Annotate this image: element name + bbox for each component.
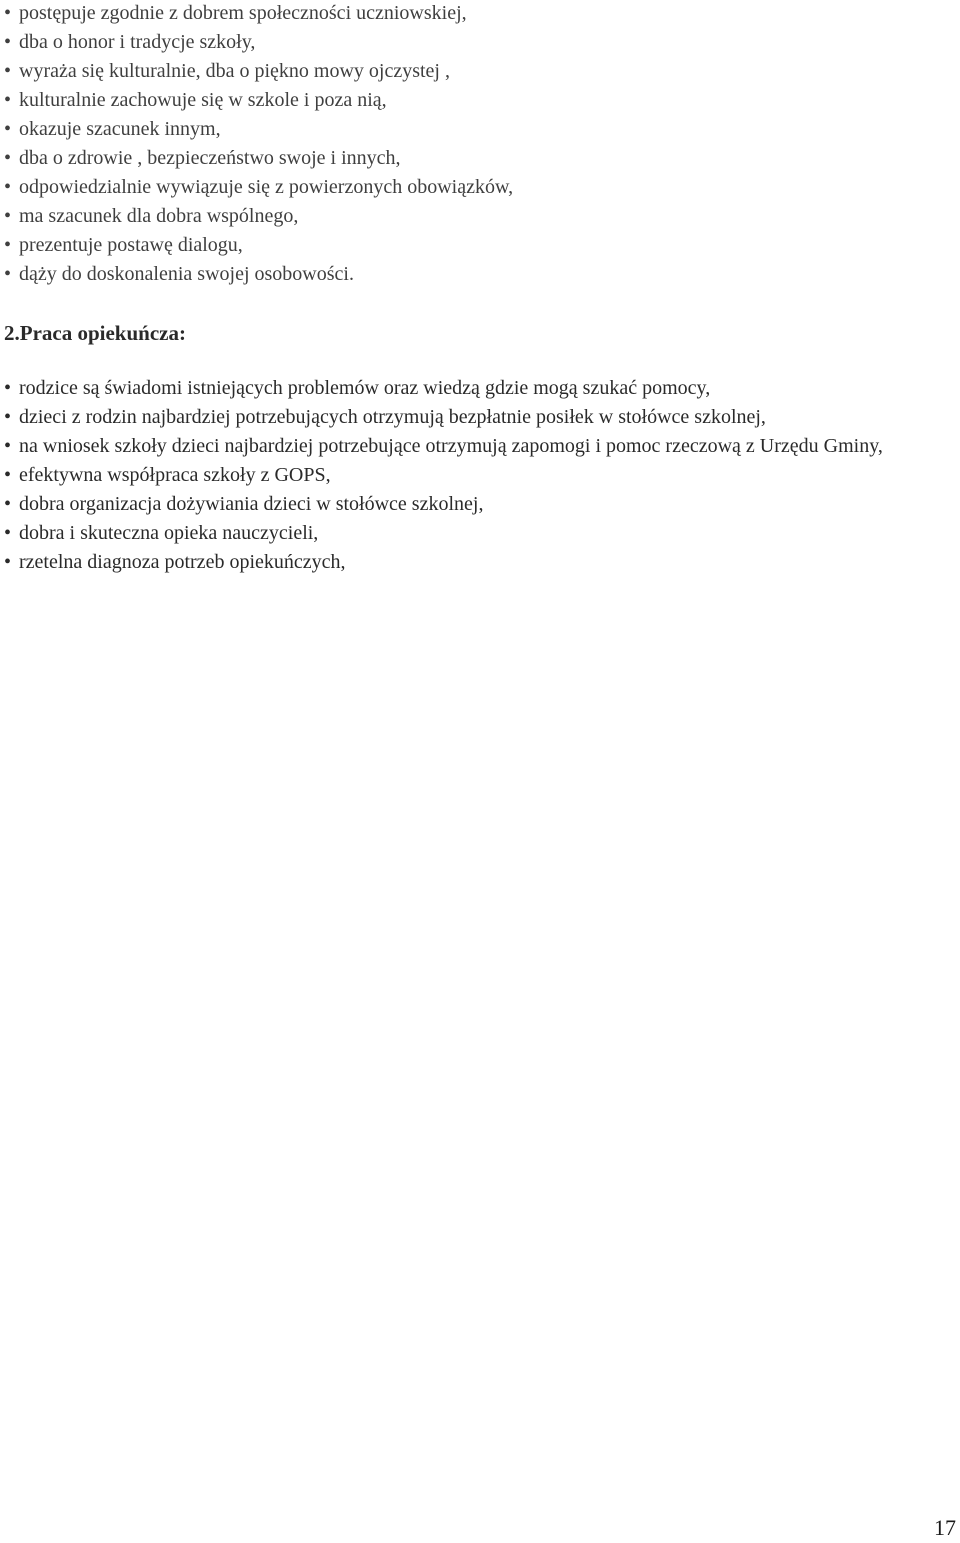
list-item — [4, 28, 954, 57]
bullet-icon — [4, 374, 19, 403]
list-item — [4, 0, 954, 28]
list-item-text: efektywna współpraca szkoły z GOPS, — [19, 464, 331, 486]
list-item — [4, 202, 954, 231]
bullet-icon — [4, 432, 19, 461]
list-item — [4, 432, 954, 461]
bullet-icon — [4, 0, 19, 28]
bullet-icon — [4, 231, 19, 260]
list-item — [4, 231, 954, 260]
bullet-icon — [4, 260, 19, 289]
list-item — [4, 144, 954, 173]
list-item-text: ma szacunek dla dobra wspólnego, — [19, 205, 299, 227]
student-behavior-list — [4, 0, 954, 289]
list-item-text: na wniosek szkoły dzieci najbardziej potrzebujące otrzymują zapomogi i pomoc rzeczową z Urzędu Gminy, — [19, 435, 883, 457]
bullet-icon — [4, 173, 19, 202]
bullet-icon — [4, 86, 19, 115]
list-item — [4, 115, 954, 144]
list-item — [4, 374, 954, 403]
list-item-text: rodzice są świadomi istniejących problemów oraz wiedzą gdzie mogą szukać pomocy, — [19, 377, 711, 399]
list-item — [4, 57, 954, 86]
bullet-icon — [4, 28, 19, 57]
bullet-icon — [4, 519, 19, 548]
list-item-text: wyraża się kulturalnie, dba o piękno mowy ojczystej , — [19, 60, 450, 82]
list-item — [4, 519, 954, 548]
list-item — [4, 461, 954, 490]
list-item — [4, 260, 954, 289]
list-item-text: odpowiedzialnie wywiązuje się z powierzonych obowiązków, — [19, 176, 514, 198]
bullet-icon — [4, 144, 19, 173]
bullet-icon — [4, 548, 19, 577]
bullet-icon — [4, 202, 19, 231]
care-work-list — [4, 374, 954, 577]
bullet-icon — [4, 490, 19, 519]
section-heading: 2.Praca opiekuńcza: — [4, 321, 186, 345]
list-item-text: dba o zdrowie , bezpieczeństwo swoje i innych, — [19, 147, 401, 169]
list-item-text: dąży do doskonalenia swojej osobowości. — [19, 263, 354, 285]
list-item — [4, 490, 954, 519]
list-item-text: dobra i skuteczna opieka nauczycieli, — [19, 522, 319, 544]
list-item-text: postępuje zgodnie z dobrem społeczności uczniowskiej, — [19, 2, 467, 24]
list-item-text: okazuje szacunek innym, — [19, 118, 221, 140]
list-item — [4, 86, 954, 115]
bullet-icon — [4, 115, 19, 144]
list-item-text: rzetelna diagnoza potrzeb opiekuńczych, — [19, 551, 346, 573]
list-item-text: dobra organizacja dożywiania dzieci w stołówce szkolnej, — [19, 493, 484, 515]
page-number: 17 — [934, 1515, 956, 1540]
list-item-text: dzieci z rodzin najbardziej potrzebujących otrzymują bezpłatnie posiłek w stołówce szkolnej, — [19, 406, 766, 428]
list-item-text: kulturalnie zachowuje się w szkole i poza nią, — [19, 89, 387, 111]
bullet-icon — [4, 57, 19, 86]
bullet-icon — [4, 403, 19, 432]
list-item-text: prezentuje postawę dialogu, — [19, 234, 243, 256]
list-item-text: dba o honor i tradycje szkoły, — [19, 31, 256, 53]
bullet-icon — [4, 461, 19, 490]
list-item — [4, 548, 954, 577]
list-item — [4, 173, 954, 202]
list-item — [4, 403, 954, 432]
